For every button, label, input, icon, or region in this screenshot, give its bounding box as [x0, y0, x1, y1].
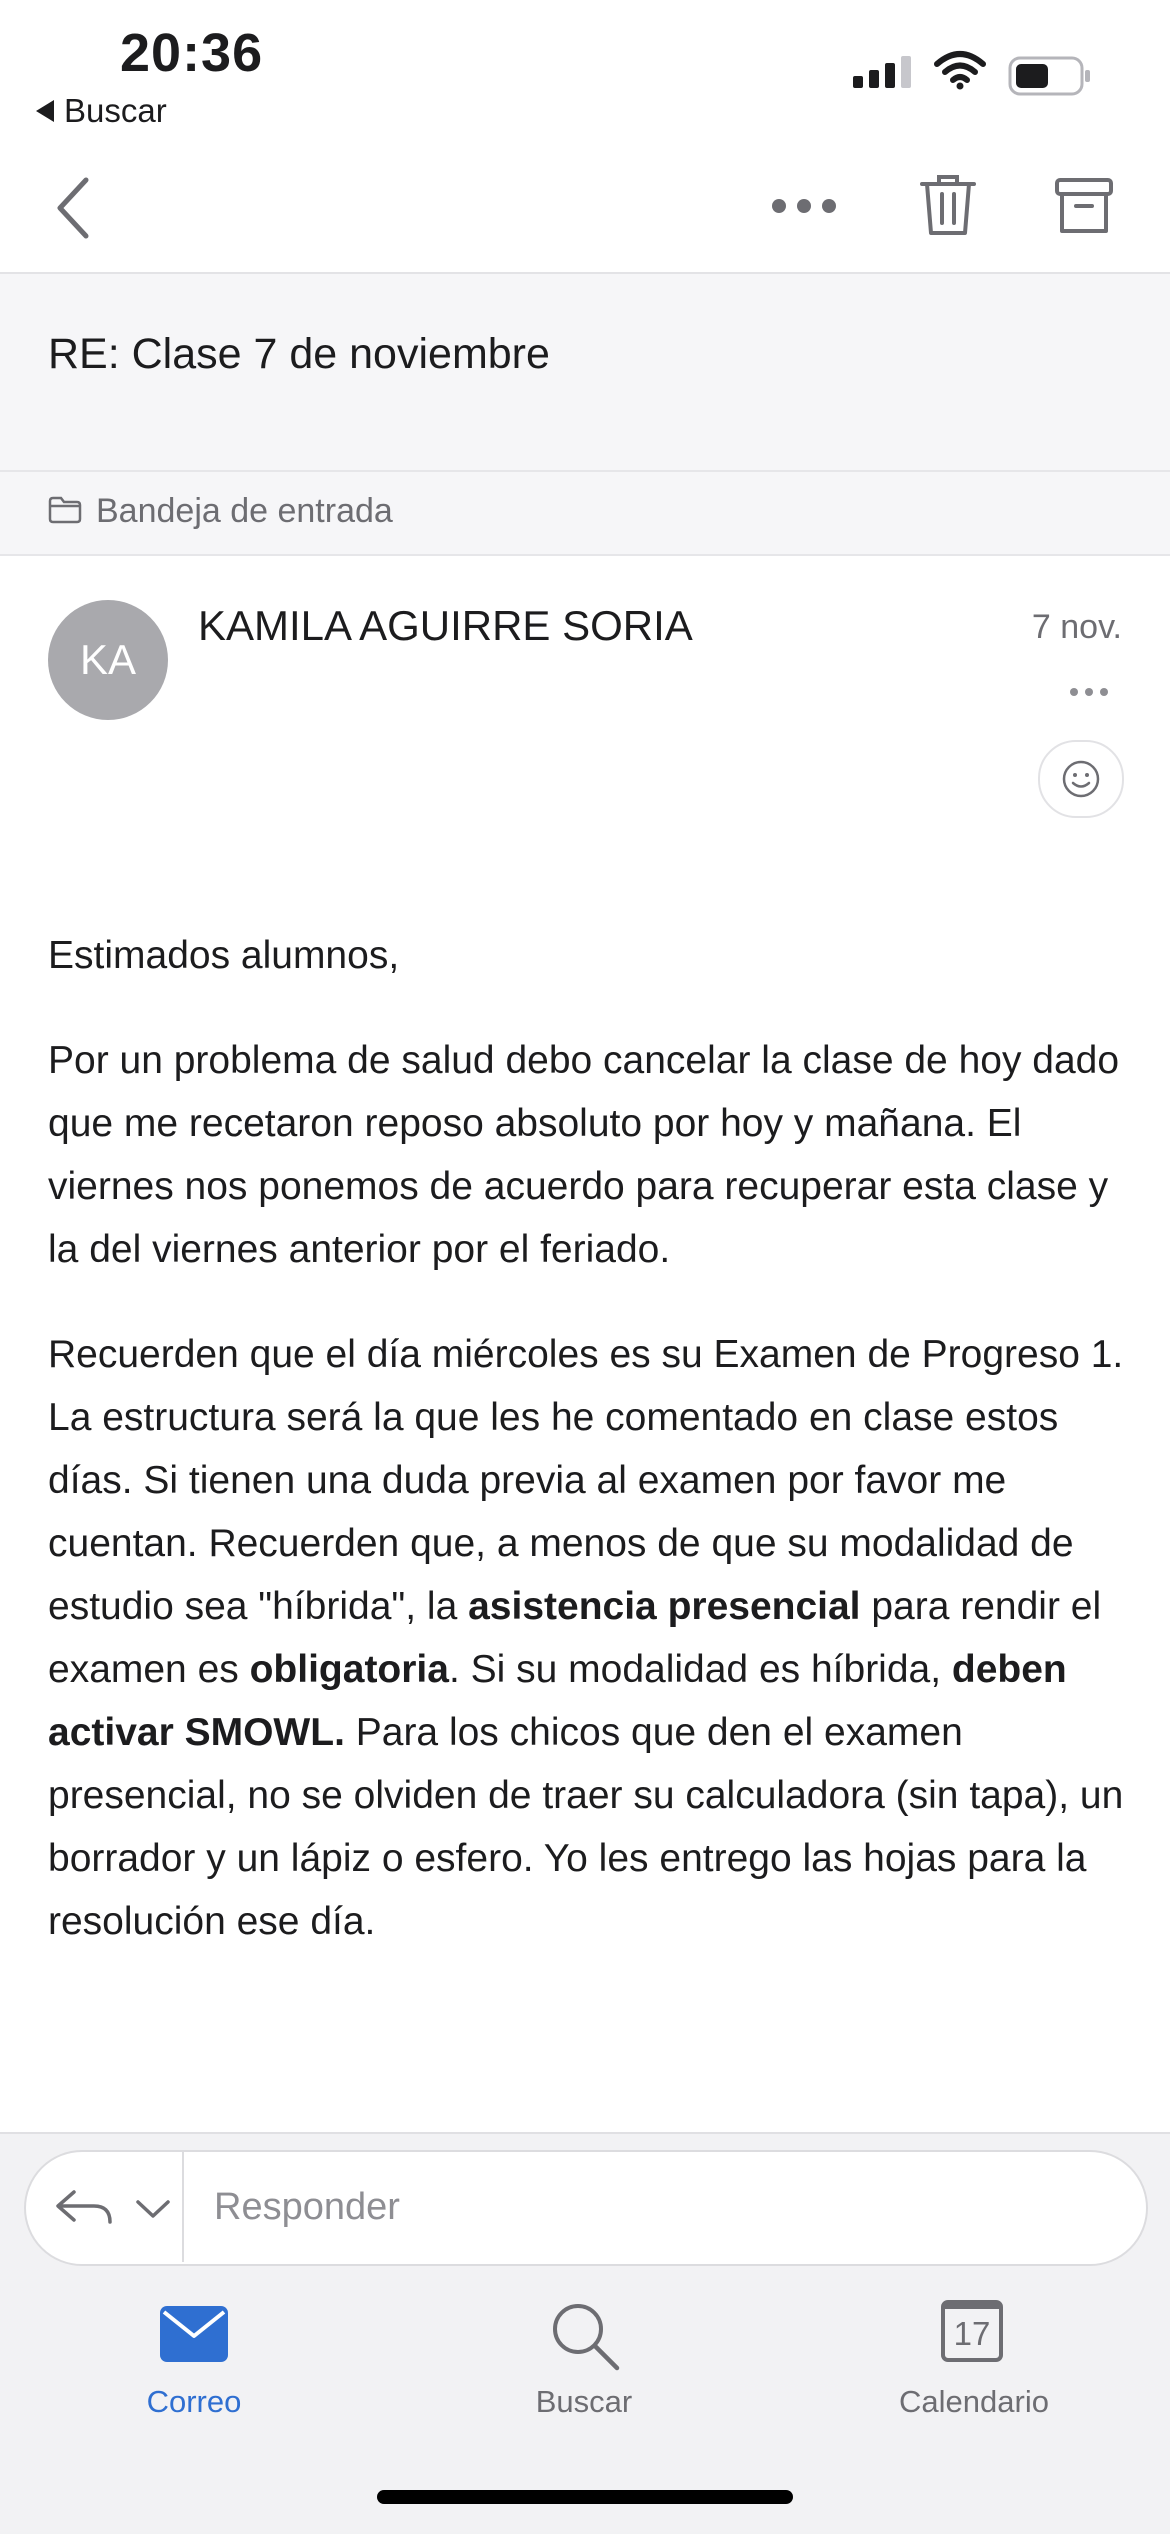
battery-icon: [1008, 56, 1092, 96]
tab-label: Correo: [146, 2384, 242, 2419]
folder-label: Bandeja de entrada: [96, 492, 393, 530]
email-date: 7 nov.: [1031, 608, 1122, 646]
tab-label: Calendario: [899, 2384, 1049, 2419]
chevron-left-icon[interactable]: [52, 176, 92, 240]
email-subject: RE: Clase 7 de noviembre: [48, 330, 550, 378]
back-triangle-icon: [36, 100, 54, 122]
smiley-icon: [1061, 759, 1101, 799]
reply-arrow-icon[interactable]: [54, 2186, 116, 2226]
reply-bar[interactable]: [24, 2150, 1148, 2266]
message-more-icon[interactable]: [1070, 688, 1108, 696]
tab-correo[interactable]: [69, 2300, 319, 2430]
tab-buscar[interactable]: [459, 2300, 709, 2430]
more-horizontal-icon[interactable]: [770, 196, 838, 216]
back-app-label: Buscar: [64, 92, 167, 129]
avatar[interactable]: KA: [48, 600, 168, 720]
reply-input[interactable]: Responder: [214, 2186, 400, 2228]
folder-icon: [48, 496, 82, 524]
back-to-app-link[interactable]: [36, 92, 167, 130]
archive-icon[interactable]: [1054, 176, 1114, 236]
calendar-icon: 17: [941, 2300, 1003, 2362]
body-paragraph-2: Recuerden que el día miércoles es su Examen de Progreso 1. La estructura será la que les he comentado en clase estos días. Si tienen una duda previa al examen por favor me cuentan. Recuerden que, a menos de que su modalidad de estudio sea "híbrida", la asistencia presencial para rendir el examen es obligatoria. Si su modalidad es híbrida, deben activar SMOWL. Para los chicos que den el examen presencial, no se olviden de traer su calculadora (sin tapa), un borrador y un lápiz o esfero. Yo les entrego las hojas para la resolución ese día.: [48, 1333, 1124, 1943]
tab-label: Buscar: [535, 2384, 633, 2419]
tab-calendario[interactable]: [849, 2300, 1099, 2430]
cellular-signal-icon: [853, 56, 911, 88]
search-icon: [549, 2300, 621, 2372]
reply-divider: [182, 2152, 184, 2262]
reaction-button[interactable]: [1038, 740, 1124, 818]
email-body: [48, 924, 1128, 1995]
trash-icon[interactable]: [918, 172, 978, 238]
sender-name[interactable]: KAMILA AGUIRRE SORIA: [198, 602, 693, 649]
body-paragraph-1: Por un problema de salud debo cancelar la clase de hoy dado que me recetaron reposo absoluto por hoy y mañana. El viernes nos ponemos de acuerdo para recuperar esta clase y la del viernes anterior por el feriado.: [48, 1039, 1120, 1271]
home-indicator: [377, 2490, 793, 2504]
chevron-down-icon[interactable]: [134, 2198, 172, 2220]
body-greeting: Estimados alumnos,: [48, 934, 400, 977]
message-toolbar: [0, 150, 1170, 274]
status-time: 20:36: [120, 23, 264, 83]
wifi-icon: [934, 50, 986, 90]
mail-icon: [160, 2306, 228, 2362]
